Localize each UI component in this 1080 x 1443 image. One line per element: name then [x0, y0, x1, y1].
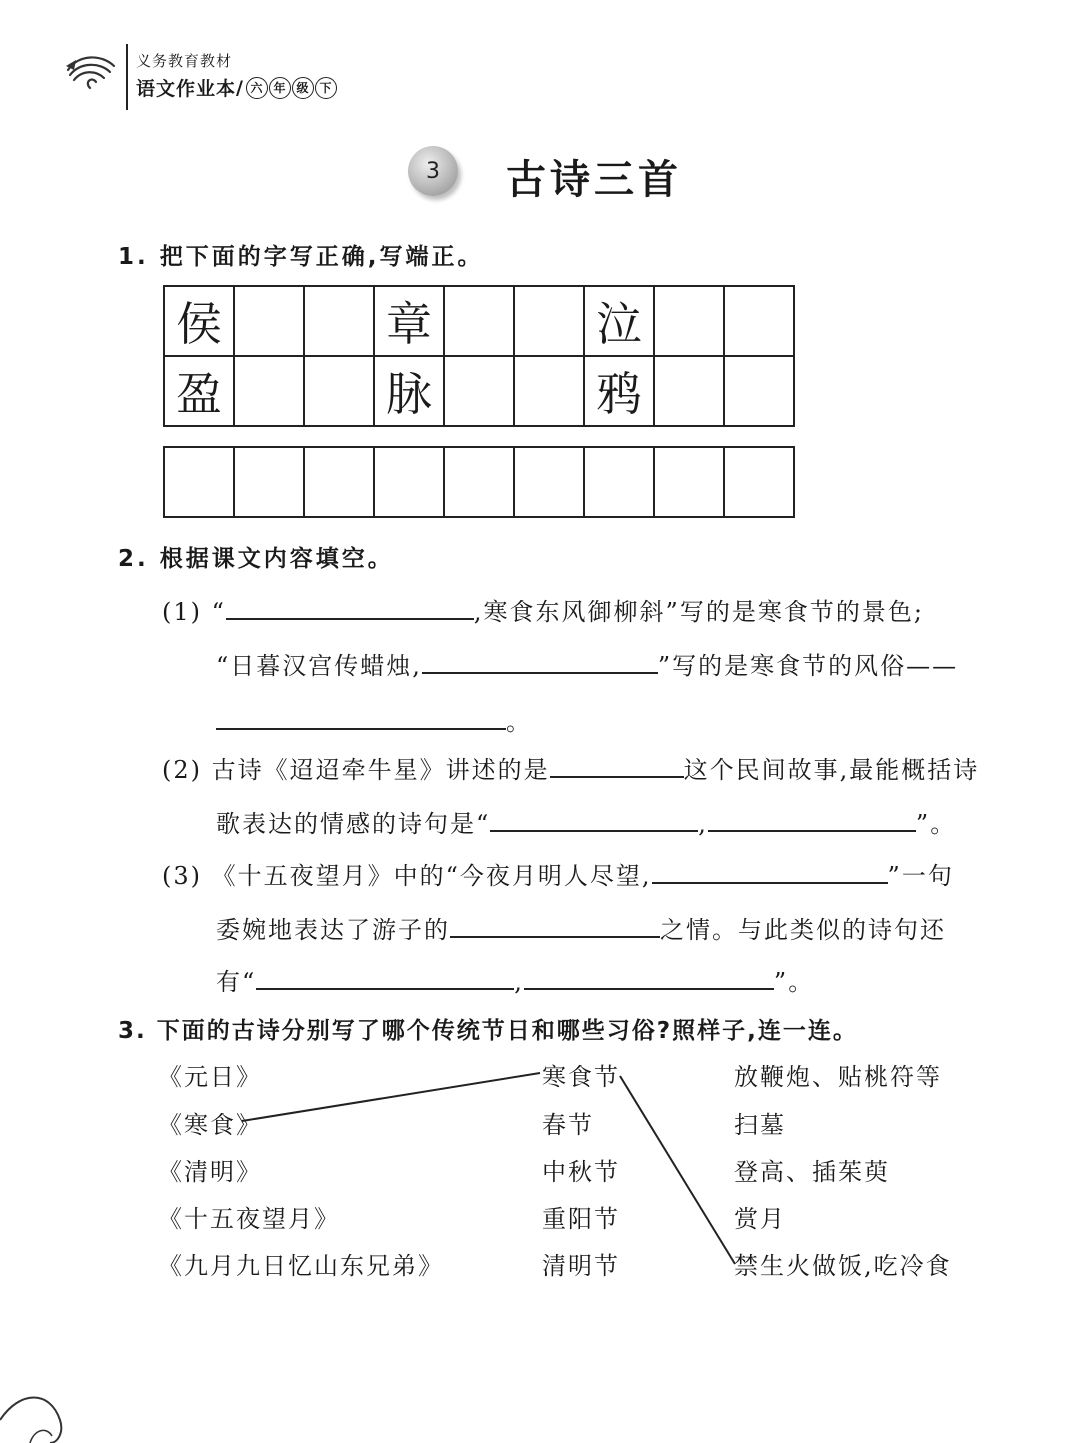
grid-cell: 鸦 [584, 356, 654, 426]
q2-part3-line3: 有“ , ”。 [216, 968, 815, 996]
poem-item[interactable]: 《元日》 [158, 1063, 262, 1091]
question-prompt: 下面的古诗分别写了哪个传统节日和哪些习俗?照样子,连一连。 [156, 1018, 858, 1044]
grade-char: 下 [315, 77, 337, 99]
question-number: 3. [118, 1018, 147, 1044]
example-link-line [620, 1076, 735, 1264]
custom-item[interactable]: 扫墓 [734, 1111, 786, 1139]
poem-item[interactable]: 《九月九日忆山东兄弟》 [158, 1252, 444, 1280]
lesson-number-badge: 3 [408, 146, 458, 196]
grade-char: 级 [292, 77, 314, 99]
grid-cell: 泣 [584, 286, 654, 356]
custom-item[interactable]: 禁生火做饭,吃冷食 [734, 1252, 952, 1280]
q2-part2-line1: (2) 古诗《迢迢牵牛星》讲述的是 这个民间故事,最能概括诗 [162, 756, 980, 784]
q2-part1-line1: (1) “ ,寒食东风御柳斜”写的是寒食节的景色; [162, 598, 924, 626]
book-separator: / [236, 76, 244, 99]
q2-part3-line1: (3) 《十五夜望月》中的“今夜月明人尽望, ”一句 [162, 862, 954, 890]
series-label: 义务教育教材 [136, 52, 233, 70]
grid-cell: 盈 [164, 356, 234, 426]
part-label: (2) [162, 756, 202, 784]
grade-char: 年 [269, 77, 291, 99]
festival-item[interactable]: 重阳节 [542, 1205, 620, 1233]
poem-item[interactable]: 《寒食》 [158, 1111, 262, 1139]
question-number: 1. [118, 244, 149, 270]
q2-part1-line3: 。 [216, 702, 532, 737]
grid-cell: 侯 [164, 286, 234, 356]
q2-part2-line2: 歌表达的情感的诗句是“ , ”。 [216, 810, 957, 838]
question-prompt: 把下面的字写正确,写端正。 [159, 244, 484, 270]
question-prompt: 根据课文内容填空。 [159, 546, 394, 572]
grid-cell: 脉 [374, 356, 444, 426]
poem-item[interactable]: 《清明》 [158, 1158, 262, 1186]
q2-part3-line2: 委婉地表达了游子的 之情。与此类似的诗句还 [216, 916, 946, 944]
custom-item[interactable]: 放鞭炮、贴桃符等 [734, 1063, 942, 1091]
custom-item[interactable]: 赏月 [734, 1205, 786, 1233]
festival-item[interactable]: 春节 [542, 1111, 594, 1139]
question-number: 2. [118, 546, 149, 572]
example-link-line [242, 1073, 540, 1121]
poem-item[interactable]: 《十五夜望月》 [158, 1205, 340, 1233]
festival-item[interactable]: 中秋节 [542, 1158, 620, 1186]
part-label: (1) [162, 598, 202, 626]
decorative-corner-swirl [0, 1380, 90, 1443]
lesson-title: 古诗三首 [506, 156, 682, 203]
custom-item[interactable]: 登高、插茱萸 [734, 1158, 890, 1186]
festival-item[interactable]: 寒食节 [542, 1063, 620, 1091]
part-label: (3) [162, 862, 202, 890]
q2-part1-line2: “日暮汉宫传蜡烛, ”写的是寒食节的风俗—— [216, 652, 959, 680]
grid-cell: 章 [374, 286, 444, 356]
book-name: 语文作业本 [136, 78, 237, 100]
festival-item[interactable]: 清明节 [542, 1252, 620, 1280]
grade-char: 六 [246, 77, 268, 99]
